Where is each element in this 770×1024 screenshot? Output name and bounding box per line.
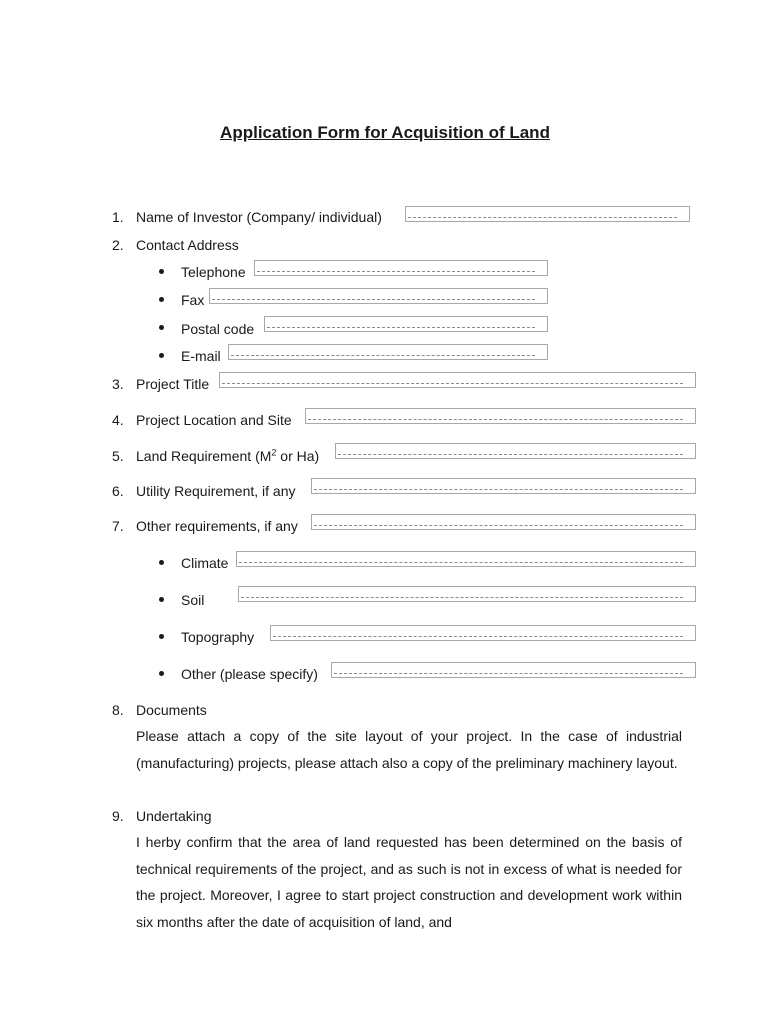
land-requirement-label-pre: Land Requirement (M — [136, 448, 272, 464]
land-requirement-label-sup: 2 — [271, 447, 277, 458]
undertaking-heading: Undertaking — [136, 808, 212, 824]
bullet-icon — [159, 269, 164, 274]
documents-heading: Documents — [136, 702, 207, 718]
investor-name-field[interactable] — [405, 206, 690, 222]
other-requirements-field[interactable] — [311, 514, 696, 530]
item-number: 5. — [112, 448, 124, 464]
item-number: 9. — [112, 808, 124, 824]
project-location-label: Project Location and Site — [136, 412, 292, 428]
other-specify-label: Other (please specify) — [181, 666, 318, 682]
soil-label: Soil — [181, 592, 205, 608]
utility-requirement-label: Utility Requirement, if any — [136, 483, 296, 499]
item-number: 8. — [112, 702, 124, 718]
email-label: E-mail — [181, 348, 221, 364]
telephone-field[interactable] — [254, 260, 548, 276]
topography-label: Topography — [181, 629, 255, 645]
documents-text: Please attach a copy of the site layout of your project. In the case of industrial (manufacturing) projects, please attach also a copy of the preliminary machinery layout. — [136, 728, 682, 771]
other-requirements-label: Other requirements, if any — [136, 518, 298, 534]
climate-field[interactable] — [236, 551, 696, 567]
bullet-icon — [159, 325, 164, 330]
item-number: 2. — [112, 237, 124, 253]
item-number: 4. — [112, 412, 124, 428]
investor-name-label: Name of Investor (Company/ individual) — [136, 209, 382, 225]
contact-address-label: Contact Address — [136, 237, 239, 253]
postal-code-label: Postal code — [181, 321, 255, 337]
item-number: 6. — [112, 483, 124, 499]
bullet-icon — [159, 634, 164, 639]
project-location-field[interactable] — [305, 408, 696, 424]
other-specify-field[interactable] — [331, 662, 696, 678]
land-requirement-label — [136, 447, 319, 465]
email-field[interactable] — [228, 344, 548, 360]
climate-label: Climate — [181, 555, 229, 571]
item-number: 7. — [112, 518, 124, 534]
project-title-field[interactable] — [219, 372, 696, 388]
telephone-label: Telephone — [181, 264, 246, 280]
soil-field[interactable] — [238, 586, 696, 602]
fax-label: Fax — [181, 292, 205, 308]
bullet-icon — [159, 671, 164, 676]
item-number: 1. — [112, 209, 124, 225]
bullet-icon — [159, 353, 164, 358]
fax-field[interactable] — [209, 288, 548, 304]
bullet-icon — [159, 597, 164, 602]
bullet-icon — [159, 560, 164, 565]
bullet-icon — [159, 297, 164, 302]
land-requirement-label-post: or Ha) — [276, 448, 320, 464]
postal-code-field[interactable] — [264, 316, 548, 332]
land-requirement-field[interactable] — [335, 443, 696, 459]
form-title: Application Form for Acquisition of Land — [220, 123, 550, 142]
undertaking-text: I herby confirm that the area of land requested has been determined on the basis of technical requirements of the project, and as such is not in excess of what is needed for the project. Moreover, I agree to start project construction and development work within six months after the date of acquisition of land, and — [136, 834, 682, 930]
item-number: 3. — [112, 376, 124, 392]
project-title-label: Project Title — [136, 376, 210, 392]
utility-requirement-field[interactable] — [311, 478, 696, 494]
topography-field[interactable] — [270, 625, 696, 641]
